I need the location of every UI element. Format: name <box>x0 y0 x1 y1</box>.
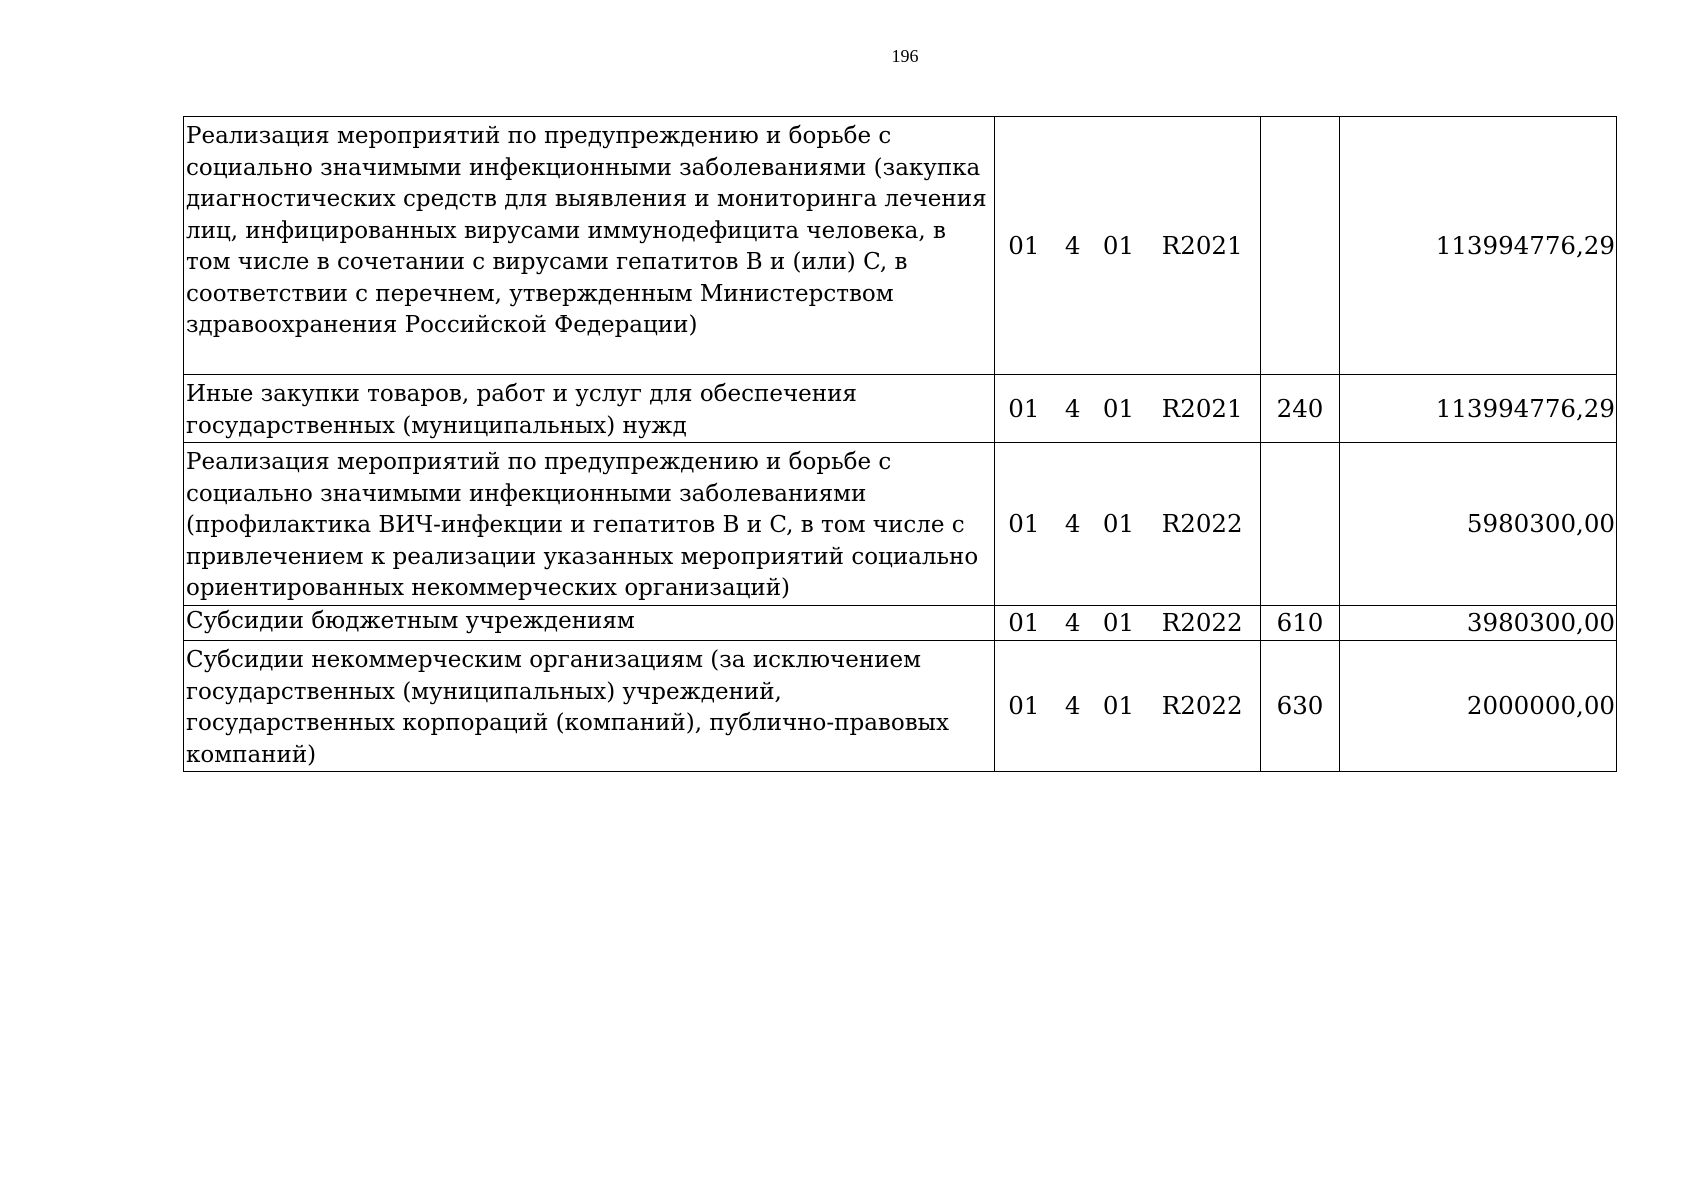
subprogram-code: 4 <box>1064 509 1081 539</box>
table-row <box>184 443 1617 606</box>
row-codes <box>995 117 1261 375</box>
expense-type-code: 240 <box>1261 375 1340 443</box>
row-codes <box>995 375 1261 443</box>
subprogram-code: 4 <box>1064 230 1081 260</box>
budget-table <box>183 116 1617 772</box>
table-row <box>184 641 1617 772</box>
page-number: 196 <box>891 46 919 66</box>
row-codes <box>995 443 1261 606</box>
amount: 5980300,00 <box>1340 443 1617 606</box>
amount: 113994776,29 <box>1340 117 1617 375</box>
expense-type-code: 610 <box>1261 606 1340 641</box>
table-row <box>184 117 1617 375</box>
subprogram-code: 4 <box>1064 393 1081 423</box>
direction-code: R2021 <box>1161 393 1243 423</box>
event-code: 01 <box>1102 691 1135 721</box>
row-description: Реализация мероприятий по предупреждению и борьбе с социально значимыми инфекционными заболеваниями (закупка диагностических средств для выявления и мониторинга лечения лиц, инфицированных вирусами иммунодефицита человека, в том числе в сочетании с вирусами гепатитов B и (или) C, в соответствии с перечнем, утвержденным Министерством здравоохранения Российской Федерации) <box>184 117 995 375</box>
event-code: 01 <box>1102 393 1135 423</box>
direction-code: R2022 <box>1161 608 1243 638</box>
amount: 3980300,00 <box>1340 606 1617 641</box>
row-description: Субсидии бюджетным учреждениям <box>184 606 995 641</box>
program-code: 01 <box>1008 509 1040 539</box>
direction-code: R2022 <box>1161 691 1243 721</box>
subprogram-code: 4 <box>1064 691 1081 721</box>
program-code: 01 <box>1008 393 1040 423</box>
program-code: 01 <box>1008 608 1040 638</box>
row-codes <box>995 606 1261 641</box>
amount: 2000000,00 <box>1340 641 1617 772</box>
program-code: 01 <box>1008 230 1040 260</box>
table-row <box>184 606 1617 641</box>
event-code: 01 <box>1102 230 1135 260</box>
subprogram-code: 4 <box>1064 608 1081 638</box>
row-description: Реализация мероприятий по предупреждению и борьбе с социально значимыми инфекционными заболеваниями (профилактика ВИЧ-инфекции и гепатитов B и C, в том числе с привлечением к реализации указанных мероприятий социально ориентированных некоммерческих организаций) <box>184 443 995 606</box>
row-codes <box>995 641 1261 772</box>
row-description: Иные закупки товаров, работ и услуг для обеспечения государственных (муниципальных) нужд <box>184 375 995 443</box>
program-code: 01 <box>1008 691 1040 721</box>
table-row <box>184 375 1617 443</box>
direction-code: R2021 <box>1161 230 1243 260</box>
amount: 113994776,29 <box>1340 375 1617 443</box>
event-code: 01 <box>1102 608 1135 638</box>
expense-type-code: 630 <box>1261 641 1340 772</box>
row-description: Субсидии некоммерческим организациям (за исключением государственных (муниципальных) учреждений, государственных корпораций (компаний), публично-правовых компаний) <box>184 641 995 772</box>
direction-code: R2022 <box>1161 509 1243 539</box>
event-code: 01 <box>1102 509 1135 539</box>
expense-type-code <box>1261 117 1340 375</box>
expense-type-code <box>1261 443 1340 606</box>
